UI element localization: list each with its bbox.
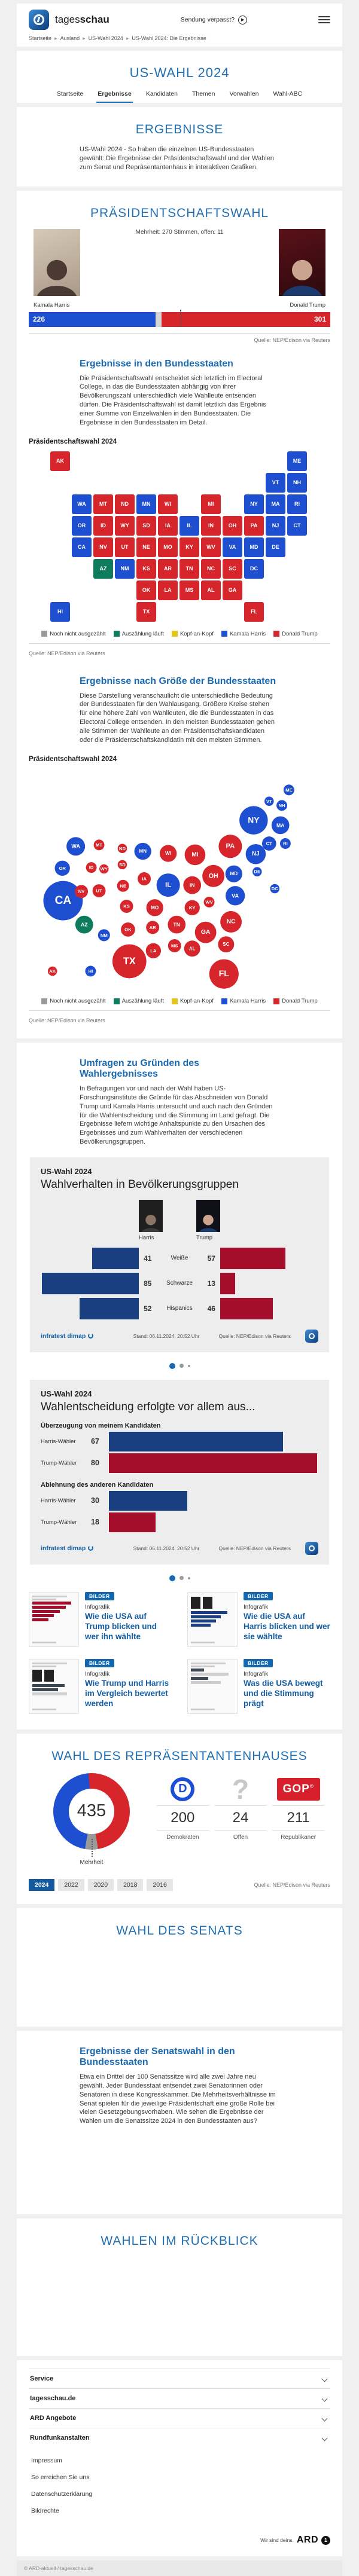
- bubble-label-NJ: NJ: [252, 850, 260, 857]
- footer-accordion-rundfunk[interactable]: Rundfunkanstalten: [29, 2428, 330, 2447]
- state-OK[interactable]: OK: [136, 580, 156, 600]
- house-total: 435: [77, 1801, 107, 1821]
- bubble-label-WV: WV: [205, 899, 213, 905]
- democrats-logo: D: [171, 1777, 194, 1801]
- groesse-heading: Ergebnisse nach Größe der Bundesstaaten: [80, 676, 276, 686]
- state-ND[interactable]: ND: [115, 494, 135, 514]
- bubble-label-HI: HI: [88, 968, 93, 974]
- tab-wahl-abc[interactable]: Wahl-ABC: [273, 90, 303, 97]
- breadcrumb-startseite[interactable]: Startseite: [29, 35, 52, 41]
- state-MS[interactable]: MS: [180, 580, 199, 600]
- site-footer: [17, 2360, 342, 2556]
- infocard2-title: Wahlentscheidung erfolgte vor allem aus...: [41, 1400, 255, 1413]
- senatswahl-section: [17, 2031, 342, 2214]
- bubble-label-MS: MS: [171, 943, 178, 949]
- senat-heading: WAHL DES SENATS: [116, 1923, 243, 1938]
- bubble-label-MD: MD: [230, 870, 238, 876]
- rueckblick-heading: WAHLEN IM RÜCKBLICK: [101, 2234, 258, 2248]
- gruende-chart: [41, 1422, 318, 1532]
- group-label: Ablehnung des anderen Kandidaten: [41, 1481, 154, 1489]
- state-UT[interactable]: UT: [115, 537, 135, 557]
- haus-heading: WAHL DES REPRÄSENTANTENHAUSES: [51, 1749, 308, 1763]
- teaser-thumbnail: [187, 1659, 238, 1714]
- rueckblick-embed-placeholder: [29, 2257, 330, 2346]
- senatswahl-embed-placeholder: [29, 2126, 330, 2205]
- state-AZ[interactable]: AZ: [93, 559, 113, 579]
- repraesentantenhaus-section: [17, 1734, 342, 1904]
- demo-row-Hispanics: 52 Hispanics 46: [41, 1297, 318, 1320]
- teaser-stimmung[interactable]: [187, 1659, 330, 1714]
- harris-thumb-label: Harris: [139, 1234, 154, 1241]
- tagesschau-mini-logo: [305, 1542, 318, 1555]
- bubble-label-AK: AK: [49, 968, 56, 974]
- state-IL[interactable]: IL: [180, 516, 199, 536]
- year-button-2016[interactable]: 2016: [147, 1879, 172, 1891]
- state-NM[interactable]: NM: [115, 559, 135, 579]
- breadcrumb-current: US-Wahl 2024: Die Ergebnisse: [132, 35, 206, 41]
- ev-bar-open: [156, 312, 162, 327]
- state-RI[interactable]: RI: [287, 494, 307, 514]
- state-TX[interactable]: TX: [136, 602, 156, 622]
- legend-item: Auszählung läuft: [114, 998, 164, 1004]
- legend-item: Donald Trump: [273, 631, 318, 637]
- reason-row-Harris-Wähler: Harris-Wähler 67: [41, 1432, 318, 1452]
- state-NH[interactable]: NH: [287, 473, 307, 493]
- teaser-title: Was die USA bewegt und die Stimmung prägt: [244, 1678, 323, 1708]
- carousel-dot-3[interactable]: [188, 1365, 190, 1367]
- gop-logo: GOP®: [277, 1778, 320, 1801]
- reason-row-Trump-Wähler: Trump-Wähler 80: [41, 1453, 318, 1473]
- menu-icon[interactable]: [318, 16, 330, 23]
- majority-marker: [92, 1839, 93, 1857]
- state-WY[interactable]: WY: [115, 516, 135, 536]
- legend-item: Kopf-an-Kopf: [172, 631, 214, 637]
- senatswahl-heading: Ergebnisse der Senatswahl in den Bundesstaaten: [80, 2046, 235, 2067]
- bubble-label-OK: OK: [124, 927, 132, 933]
- chevron-down-icon: [322, 2435, 328, 2441]
- open-label: Offen: [233, 1834, 248, 1841]
- reason-row-Harris-Wähler: Harris-Wähler 30: [41, 1491, 318, 1511]
- state-ID[interactable]: ID: [93, 516, 113, 536]
- state-MT[interactable]: MT: [93, 494, 113, 514]
- bundesstaaten-heading: Ergebnisse in den Bundesstaaten: [80, 358, 233, 369]
- us-states-map: [50, 451, 309, 625]
- state-KY[interactable]: KY: [180, 537, 199, 557]
- site-header: [17, 4, 342, 47]
- state-MN[interactable]: MN: [136, 494, 156, 514]
- bubble-label-WI: WI: [165, 850, 172, 856]
- state-WV[interactable]: WV: [201, 537, 221, 557]
- year-button-2018[interactable]: 2018: [117, 1879, 143, 1891]
- bubble-source: Quelle: NEP/Edison via Reuters: [29, 1017, 105, 1024]
- bubble-label-UT: UT: [96, 888, 102, 894]
- stand-note: Stand: 06.11.2024, 20:52 Uhr: [133, 1545, 200, 1551]
- state-LA[interactable]: LA: [158, 580, 178, 600]
- bubble-label-TX: TX: [123, 955, 136, 967]
- senat-embed-placeholder: [29, 1946, 330, 2017]
- tab-startseite[interactable]: Startseite: [56, 90, 84, 97]
- state-PA[interactable]: PA: [244, 516, 264, 536]
- bubble-label-ID: ID: [89, 864, 94, 870]
- umfragen-section: [17, 1043, 342, 1729]
- bubble-label-MN: MN: [139, 848, 147, 854]
- state-VT[interactable]: VT: [266, 473, 285, 493]
- bubble-label-WY: WY: [100, 866, 108, 872]
- state-DE[interactable]: DE: [266, 537, 285, 557]
- umfragen-text: In Befragungen vor und nach der Wahl haben US-Forschungsinstitute die Gründe für das Abschneiden von Donald Trump und Kamala Harris untersucht und auch nach den Gründen für die Wahlentscheidung und die Stimmung im Land gefragt. Die Ergebnisse liefern wichtige Anhaltspunkte zu den Ursachen des Ergebnisses und zum Wahlverhalten der verschiedenen Bevölkerungsgruppen.: [80, 1085, 273, 1146]
- source-note: Quelle: NEP/Edison via Reuters: [254, 337, 330, 343]
- bubble-label-SD: SD: [119, 861, 126, 867]
- group-label: Überzeugung von meinem Kandidaten: [41, 1422, 161, 1429]
- ev-bar-trump: 301: [162, 312, 330, 327]
- teaser-title: Wie die USA auf Trump blicken und wer ihn wählte: [85, 1611, 157, 1641]
- bubble-label-VA: VA: [232, 892, 239, 899]
- page-title: US-WAHL 2024: [129, 65, 230, 80]
- footer-link-datenschutz[interactable]: Datenschutzerklärung: [31, 2491, 93, 2498]
- harris-thumb: [139, 1200, 163, 1232]
- state-IA[interactable]: IA: [158, 516, 178, 536]
- bubble-label-NC: NC: [226, 918, 236, 925]
- map-chart-label: Präsidentschaftswahl 2024: [29, 438, 117, 445]
- legend-item: Donald Trump: [273, 998, 318, 1004]
- teaser-title: Wie Trump und Harris im Vergleich bewertet werden: [85, 1678, 169, 1708]
- state-NV[interactable]: NV: [93, 537, 113, 557]
- bubble-label-SC: SC: [223, 941, 230, 947]
- breadcrumb-uswahl[interactable]: US-Wahl 2024: [88, 35, 123, 41]
- infocard-wahlverhalten: [30, 1157, 329, 1352]
- bilder-badge: BILDER: [85, 1659, 114, 1667]
- groesse-text: Diese Darstellung veranschaulicht die unterschiedliche Bedeutung der Bundesstaaten für den Wahlausgang. Größere Kreise stehen für eine höhere Zahl von Wahlleuten, die die Bundesstaaten in das Electoral College entsenden. In den meisten Bundesstaaten gehen alle Stimmen der Wahlleute an den Präsidentschaftskandidaten oder die Präsidentschaftskandidatin mit den meisten Stimmen.: [80, 692, 275, 744]
- infocard2-kicker: US-Wahl 2024: [41, 1389, 92, 1398]
- bubble-label-IA: IA: [142, 876, 147, 882]
- dem-seats: 200: [157, 1805, 209, 1831]
- carousel-dot-3[interactable]: [188, 1577, 190, 1579]
- trump-photo: [279, 229, 325, 296]
- ergebnisse-heading: ERGEBNISSE: [135, 123, 224, 136]
- state-MI[interactable]: MI: [201, 494, 221, 514]
- state-SC[interactable]: SC: [223, 559, 242, 579]
- infocard-wahlentscheidung: [30, 1380, 329, 1564]
- rep-seats: 211: [272, 1805, 324, 1831]
- state-AR[interactable]: AR: [158, 559, 178, 579]
- carousel-dot-2[interactable]: [180, 1576, 184, 1580]
- footer-accordion-ard[interactable]: ARD Angebote: [29, 2408, 330, 2428]
- majority-note: Mehrheit: 270 Stimmen, offen: 11: [135, 228, 224, 236]
- teaser-thumbnail: [29, 1659, 79, 1714]
- teaser-thumbnail: [29, 1592, 79, 1647]
- bubble-label-LA: LA: [150, 948, 157, 954]
- bubble-label-MO: MO: [151, 904, 159, 910]
- chevron-down-icon: [322, 2415, 328, 2421]
- bubble-label-MA: MA: [276, 822, 285, 829]
- dem-label: Demokraten: [166, 1834, 199, 1841]
- carousel-dot-1[interactable]: [169, 1363, 175, 1369]
- state-WI[interactable]: WI: [158, 494, 178, 514]
- legend-item: Kamala Harris: [221, 998, 266, 1004]
- state-ME[interactable]: ME: [287, 451, 307, 471]
- bubble-chart-label: Präsidentschaftswahl 2024: [29, 755, 117, 763]
- breadcrumb-ausland[interactable]: Ausland: [60, 35, 80, 41]
- bubble-label-WA: WA: [71, 843, 80, 850]
- teaser-trump-blick[interactable]: [29, 1592, 172, 1647]
- state-VA[interactable]: VA: [223, 537, 242, 557]
- teaser-kicker: Infografik: [85, 1603, 110, 1611]
- bubble-label-OH: OH: [208, 872, 218, 879]
- footer-accordion-tagesschau[interactable]: tagesschau.de: [29, 2388, 330, 2408]
- bubble-label-AR: AR: [149, 924, 156, 930]
- state-HI[interactable]: HI: [50, 602, 70, 622]
- rep-label: Republikaner: [281, 1834, 317, 1841]
- bubble-label-NV: NV: [78, 888, 85, 894]
- state-NE[interactable]: NE: [136, 537, 156, 557]
- play-icon[interactable]: ▶: [238, 16, 247, 25]
- bubble-label-GA: GA: [200, 928, 211, 936]
- bubble-label-NM: NM: [100, 932, 108, 938]
- teaser-vergleich[interactable]: [29, 1659, 172, 1714]
- year-button-2024[interactable]: 2024: [29, 1879, 54, 1891]
- bilder-badge: BILDER: [244, 1592, 273, 1600]
- teaser-kicker: Infografik: [85, 1670, 110, 1677]
- bubble-label-OR: OR: [59, 865, 66, 871]
- copyright-bar: © ARD-aktuell / tagesschau.de: [17, 2560, 342, 2576]
- bubble-label-KY: KY: [188, 904, 196, 910]
- bubble-label-PA: PA: [226, 842, 235, 850]
- state-CA[interactable]: CA: [72, 537, 92, 557]
- senat-section: [17, 1908, 342, 2027]
- carousel-dot-1[interactable]: [169, 1575, 175, 1581]
- teaser-thumbnail: [187, 1592, 238, 1647]
- state-CT[interactable]: CT: [287, 516, 307, 536]
- state-OR[interactable]: OR: [72, 516, 92, 536]
- state-AK[interactable]: AK: [50, 451, 70, 471]
- chevron-down-icon: [322, 2395, 328, 2401]
- bubble-label-ME: ME: [285, 787, 293, 793]
- carousel-dots: [29, 1575, 330, 1581]
- reason-row-Trump-Wähler: Trump-Wähler 18: [41, 1512, 318, 1532]
- ard-logo: Wir sind deins. ARD 1: [29, 2535, 330, 2546]
- teaser-kicker: Infografik: [244, 1670, 269, 1677]
- state-OH[interactable]: OH: [223, 516, 242, 536]
- demo-row-Weiße: 41 Weiße 57: [41, 1247, 318, 1270]
- infratest-dimap-logo: infratest dimap: [41, 1545, 93, 1552]
- footer-link-impressum[interactable]: Impressum: [31, 2457, 62, 2465]
- bubble-label-CA: CA: [54, 894, 72, 907]
- state-GA[interactable]: GA: [223, 580, 242, 600]
- legend-item: Auszählung läuft: [114, 631, 164, 637]
- bubble-label-IL: IL: [165, 881, 172, 889]
- bubble-label-NY: NY: [248, 815, 260, 825]
- infocard1-source: Quelle: NEP/Edison via Reuters: [218, 1333, 291, 1339]
- house-source: Quelle: NEP/Edison via Reuters: [254, 1881, 330, 1888]
- bubble-label-RI: RI: [283, 841, 288, 847]
- harris-photo: [34, 229, 80, 296]
- sendung-verpasst-link[interactable]: Sendung verpasst? ▶: [181, 16, 247, 25]
- teaser-title: Wie die USA auf Harris blicken und wer sie wählte: [244, 1611, 330, 1641]
- year-button-2022[interactable]: 2022: [58, 1879, 84, 1891]
- teaser-harris-blick[interactable]: [187, 1592, 330, 1647]
- trump-thumb: [196, 1200, 220, 1232]
- bundesstaaten-text: Die Präsidentschaftswahl entscheidet sich letztlich im Electoral College, in das die Bundesstaaten abhängig von ihrer Bevölkerungszahl unterschiedlich viele Wahlleute entsenden dürfen. Die Präsidentschaftswahl ist damit letztlich das Ergebnis einer Summe von Einzelwahlen in den Bundesstaaten. Die Ergebnisse in den Bundesstaaten im Detail.: [80, 374, 266, 426]
- state-SD[interactable]: SD: [136, 516, 156, 536]
- infocard2-source: Quelle: NEP/Edison via Reuters: [218, 1545, 291, 1551]
- breadcrumb: Startseite ▸ Ausland ▸ US-Wahl 2024 ▸ US-Wahl 2024: Die Ergebnisse: [29, 35, 206, 41]
- bubble-label-KS: KS: [123, 903, 130, 909]
- house-donut-chart: [53, 1773, 130, 1850]
- demografie-chart: [41, 1247, 318, 1320]
- state-NJ[interactable]: NJ: [266, 516, 285, 536]
- us-cartogram-bubble-map: [42, 769, 317, 994]
- year-selector: [29, 1879, 173, 1891]
- party-totals: [157, 1773, 324, 1841]
- praesidentschaftswahl-heading: PRÄSIDENTSCHAFTSWAHL: [90, 206, 269, 220]
- state-IN[interactable]: IN: [201, 516, 221, 536]
- rueckblick-section: [17, 2219, 342, 2356]
- bubble-label-VT: VT: [266, 798, 272, 804]
- bubble-label-DC: DC: [271, 885, 278, 891]
- ergebnisse-section: [17, 107, 342, 187]
- legend-item: Noch nicht ausgezählt: [41, 998, 105, 1004]
- legend-item: Kamala Harris: [221, 631, 266, 637]
- teaser-kicker: Infografik: [244, 1603, 269, 1611]
- title-section: [17, 51, 342, 103]
- bubble-label-IN: IN: [189, 882, 195, 888]
- carousel-dots: [29, 1363, 330, 1369]
- stand-note: Stand: 06.11.2024, 20:52 Uhr: [133, 1333, 200, 1339]
- bubble-label-MT: MT: [96, 842, 103, 848]
- footer-link-bildrechte[interactable]: Bildrechte: [31, 2507, 59, 2515]
- bubble-label-TN: TN: [173, 921, 181, 928]
- demo-row-Schwarze: 85 Schwarze 13: [41, 1272, 318, 1295]
- bubble-label-AZ: AZ: [81, 921, 88, 928]
- bubble-label-NH: NH: [278, 802, 285, 808]
- state-TN[interactable]: TN: [180, 559, 199, 579]
- ev-bar-harris: 226: [29, 312, 156, 327]
- bubble-label-ND: ND: [118, 845, 126, 851]
- senatswahl-text: Etwa ein Drittel der 100 Senatssitze wird alle zwei Jahre neu gewählt. Jeder Bundesstaat entsendet zwei Senatorinnen oder Senatoren in diese Kongresskammer. Die Mehrheitsverhältnisse im Senat spielen für die jeweilige Präsidentschaft eine große Rolle bei vielen Gesetzgebungsvorhaben. Wie sehen die Ergebnisse der Wahlen um die Senatssitze 2024 in den Bundesstaaten aus?: [80, 2073, 276, 2125]
- state-FL[interactable]: FL: [244, 602, 264, 622]
- bilder-badge: BILDER: [244, 1659, 273, 1667]
- infocard1-kicker: US-Wahl 2024: [41, 1166, 92, 1176]
- ard-one-icon: 1: [321, 2536, 330, 2545]
- bubble-label-NE: NE: [120, 882, 126, 888]
- state-DC[interactable]: DC: [244, 559, 264, 579]
- tab-bar: [29, 90, 330, 103]
- state-NC[interactable]: NC: [201, 559, 221, 579]
- ergebnisse-intro-text: US-Wahl 2024 - So haben die einzelnen US-Bundesstaaten gewählt: Die Ergebnisse der Präsidentschaftswahl und der Wahlen zum Senat und Repräsentantenhaus in interaktiven Grafiken.: [80, 146, 274, 171]
- bubble-label-CT: CT: [266, 841, 272, 847]
- tab-kandidaten[interactable]: Kandidaten: [145, 90, 178, 97]
- candidate-photos: [29, 229, 330, 300]
- bilder-badge: BILDER: [85, 1592, 114, 1600]
- electoral-vote-bar: [29, 312, 330, 327]
- map-source: Quelle: NEP/Edison via Reuters: [29, 650, 105, 656]
- year-button-2020[interactable]: 2020: [88, 1879, 114, 1891]
- state-AL[interactable]: AL: [201, 580, 221, 600]
- state-NY[interactable]: NY: [244, 494, 264, 514]
- trump-name: Donald Trump: [290, 301, 325, 308]
- brand-wordmark[interactable]: tagesschau: [55, 14, 109, 25]
- map-legend: [29, 631, 330, 637]
- footer-link-kontakt[interactable]: So erreichen Sie uns: [31, 2474, 90, 2482]
- tab-ergebnisse[interactable]: Ergebnisse: [96, 90, 133, 103]
- state-MD[interactable]: MD: [244, 537, 264, 557]
- bubble-label-MI: MI: [191, 851, 199, 858]
- umfragen-heading: Umfragen zu Gründen des Wahlergebnisses: [80, 1058, 200, 1080]
- legend-item: Kopf-an-Kopf: [172, 998, 214, 1004]
- bubble-legend: [29, 998, 330, 1004]
- trump-thumb-label: Trump: [196, 1234, 213, 1241]
- tagesschau-logo-icon[interactable]: [29, 10, 49, 30]
- state-KS[interactable]: KS: [136, 559, 156, 579]
- praesidentschaftswahl-section: [17, 191, 342, 1039]
- infratest-dimap-logo: infratest dimap: [41, 1333, 93, 1340]
- infocard1-title: Wahlverhalten in Bevölkerungsgruppen: [41, 1178, 239, 1191]
- open-question-icon: ?: [232, 1773, 250, 1805]
- harris-name: Kamala Harris: [34, 301, 70, 308]
- state-MA[interactable]: MA: [266, 494, 285, 514]
- tab-themen[interactable]: Themen: [191, 90, 215, 97]
- state-WA[interactable]: WA: [72, 494, 92, 514]
- teaser-grid: [29, 1592, 330, 1714]
- bubble-label-FL: FL: [218, 968, 229, 979]
- chevron-down-icon: [322, 2376, 328, 2382]
- mehrheit-label: Mehrheit: [80, 1859, 104, 1866]
- tab-vorwahlen[interactable]: Vorwahlen: [229, 90, 259, 97]
- legend-item: Noch nicht ausgezählt: [41, 631, 105, 637]
- tagesschau-mini-logo: [305, 1330, 318, 1343]
- bubble-label-AL: AL: [189, 945, 196, 951]
- open-seats: 24: [215, 1805, 267, 1831]
- majority-marker: [180, 310, 181, 327]
- footer-accordion-service[interactable]: Service: [29, 2369, 330, 2388]
- bubble-label-DE: DE: [254, 869, 261, 875]
- carousel-dot-2[interactable]: [180, 1364, 184, 1368]
- state-MO[interactable]: MO: [158, 537, 178, 557]
